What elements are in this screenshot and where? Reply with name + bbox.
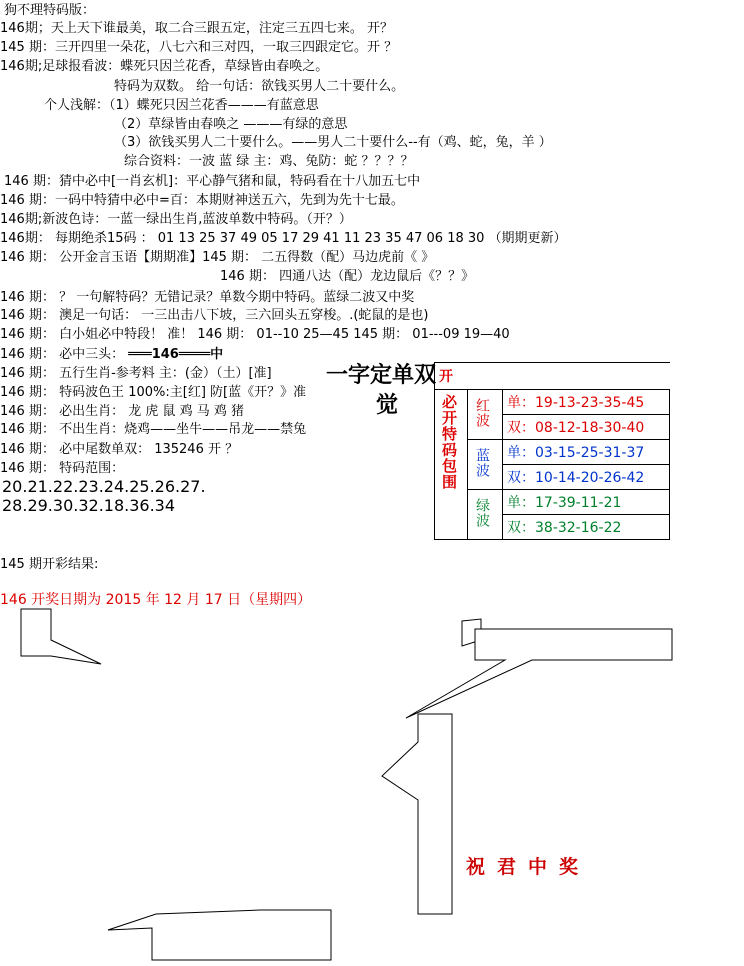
panel-blue-shuang: 双：10-14-20-26-42 — [503, 465, 670, 490]
line-19: 146 期： 五行生肖-参考料 主：(金）（土）[准] — [0, 366, 272, 381]
line-21: 146 期： 必出生肖： 龙 虎 鼠 鸡 马 鸡 猪 — [0, 404, 245, 419]
line-1: 146期；天上天下谁最美，取二合三跟五定，注定三五四七来。 开？ — [0, 21, 393, 36]
line-13: 146 期： 公开金言玉语【期期准】145 期： 二五得数（配）马边虎前《 》 — [0, 250, 435, 265]
line-24: 146 期： 特码范围： — [0, 461, 125, 476]
line-7: （3）欲钱买男人二十要什么。——男人二十要什么--有（鸡、蛇，兔，羊 ） — [114, 135, 552, 150]
panel-green-dan: 单：17-39-11-21 — [503, 490, 670, 515]
line-18 — [0, 346, 223, 363]
range-line-1: 20.21.22.23.24.25.26.27. — [2, 477, 206, 496]
line-3: 146期;足球报看波：蝶死只因兰花香，草绿皆由春唤之。 — [0, 59, 329, 74]
panel-blue-dan: 单：03-15-25-31-37 — [503, 440, 670, 465]
line-22: 146 期： 不出生肖：烧鸡——坐牛——吊龙——禁兔 — [0, 422, 307, 437]
panel-wave-green: 绿波 — [468, 490, 503, 540]
line-15: 146 期： ？ 一句解特码？无错记录？单数今期中特码。蓝绿二波又中奖 — [0, 290, 415, 305]
line-6: （2）草绿皆由春唤之 ———有绿的意思 — [114, 117, 348, 132]
line-14: 146 期： 四通八达（配）龙边鼠后《？？》 — [220, 269, 475, 284]
san-tou-label: 146 期： 必中三头： — [0, 347, 125, 362]
callout-left — [21, 609, 101, 664]
panel-red-dan: 单：19-13-23-35-45 — [503, 390, 670, 415]
tall-column — [382, 714, 452, 914]
line-20: 146 期： 特码波色王 100%:主[红] 防[蓝《开？》准 — [0, 385, 307, 400]
result-label: 145 期开彩结果: — [0, 557, 99, 572]
line-12: 146期： 每期绝杀15码 ： 01 13 25 37 49 05 17 29 41 11 23 35 47 06 18 30 （期期更新） — [0, 231, 567, 246]
bottom-callout — [108, 910, 331, 960]
line-10: 146 期：一码中特猜中必中=百：本期财神送五六，先到为先十七最。 — [0, 193, 404, 208]
panel-wave-blue: 蓝波 — [468, 440, 503, 490]
panel-side-label: 必开特码包围 — [435, 390, 468, 540]
line-8: 综合资料：一波 蓝 绿 主：鸡、兔防：蛇 ？？？？ — [124, 154, 414, 169]
decorative-callout-shapes — [0, 600, 744, 966]
overlay-slogan-2: 觉 — [376, 393, 399, 418]
line-4: 特码为双数。 给一句话：欲钱买男人二十要什么。 — [114, 79, 405, 94]
wave-number-panel — [434, 362, 670, 540]
line-9: 146 期：猜中必中[一肖玄机]：平心静气猪和鼠，特码看在十八加五七中 — [4, 174, 421, 189]
congrats-banner: 祝君中奖 — [466, 856, 591, 878]
panel-wave-red: 红波 — [468, 390, 503, 440]
panel-green-shuang: 双：38-32-16-22 — [503, 515, 670, 540]
panel-kai: 开 — [435, 363, 670, 390]
callout-right-large — [406, 629, 672, 718]
line-11: 146期;新波色诗：一蓝一绿出生肖,蓝波单数中特码。（开？） — [0, 212, 352, 227]
panel-red-shuang: 双：08-12-18-30-40 — [503, 415, 670, 440]
page-title: 狗不理特码版： — [4, 3, 96, 18]
draw-date: 146 开奖日期为 2015 年 12 月 17 日（星期四） — [0, 592, 312, 608]
line-16: 146 期： 澳足一句话： 一三出击八下坡，三六回头五穿梭。.(蛇鼠的是也) — [0, 308, 429, 323]
range-line-2: 28.29.30.32.18.36.34 — [2, 496, 176, 515]
overlay-slogan: 一字定单双 — [326, 363, 437, 388]
san-tou-value: ═══146════中 — [128, 347, 224, 362]
line-23: 146 期： 必中尾数单双： 135246 开 ？ — [0, 442, 239, 457]
line-2: 145 期：三开四里一朵花，八七六和三对四，一取三四跟定它。开 ？ — [0, 40, 398, 55]
line-5: 个人浅解：（1）蝶死只因兰花香———有蓝意思 — [44, 98, 319, 113]
line-17: 146 期： 白小姐必中特段！ 准！ 146 期： 01--10 25—45 145 期： 01---09 19—40 — [0, 327, 510, 342]
